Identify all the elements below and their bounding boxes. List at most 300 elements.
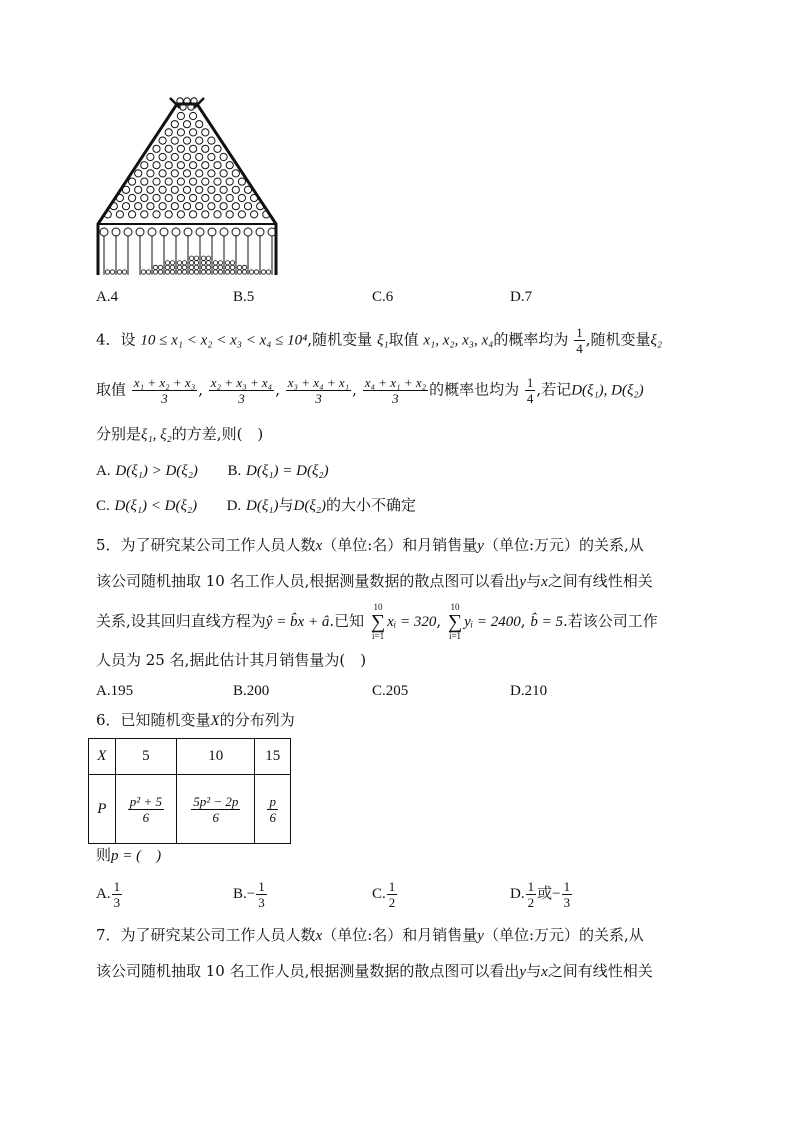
frac-den: 3 — [563, 895, 571, 910]
peg — [232, 170, 239, 177]
option-label: D. — [510, 885, 525, 902]
bin-ball — [177, 270, 181, 274]
peg — [238, 194, 245, 201]
bin-ball — [189, 261, 193, 265]
bin-ball — [194, 261, 198, 265]
q5-line-1 — [96, 535, 644, 556]
bin-ball — [213, 270, 217, 274]
peg — [202, 129, 209, 136]
frac-num: 1 — [527, 879, 535, 894]
peg — [190, 194, 197, 201]
peg — [190, 112, 197, 119]
peg — [183, 170, 190, 177]
frac-den: 2 — [527, 895, 535, 910]
q5-choice-d: D.210 — [510, 683, 548, 699]
peg — [171, 186, 178, 193]
peg — [177, 194, 184, 201]
bin-ball — [177, 261, 181, 265]
bin-ball — [194, 256, 198, 260]
regression-equation: ŷ = b̂x + â — [265, 614, 330, 630]
q7-text: 之间有线性相关 — [547, 962, 653, 980]
header-P: P — [89, 775, 116, 844]
galton-bins — [100, 228, 276, 275]
q5-line-3: 关系,设其回归直线方程为ŷ = b̂x + â.已知 10 ∑ i=1 xᵢ = 320, 10 ∑ i=1 yᵢ = 2400, b̂ = 5.若该公司工作 — [96, 602, 658, 641]
bin-peg — [100, 228, 108, 236]
bin-ball — [182, 270, 186, 274]
bin-ball — [225, 270, 229, 274]
bin-peg — [232, 228, 240, 236]
peg — [251, 211, 258, 218]
peg — [165, 145, 172, 152]
bin-peg — [220, 228, 228, 236]
peg — [196, 121, 203, 128]
bin-ball — [261, 270, 265, 274]
peg — [208, 203, 215, 210]
peg — [147, 153, 154, 160]
peg — [159, 137, 166, 144]
frac-num: x₃ + x₄ + x₁ — [287, 375, 350, 390]
q6-choice-a — [96, 879, 123, 910]
q4-number: 4． — [96, 330, 121, 349]
frac-den: 3 — [113, 895, 121, 910]
value-10: 10 — [177, 739, 255, 775]
peg — [159, 203, 166, 210]
peg — [190, 145, 197, 152]
q5-choice-c: C.205 — [372, 683, 409, 699]
choice-b: B.5 — [233, 289, 255, 305]
peg — [135, 203, 142, 210]
prob-1 — [115, 775, 176, 844]
peg — [171, 121, 178, 128]
peg — [196, 137, 203, 144]
bin-ball — [165, 270, 169, 274]
option-a: D(ξ₁) > D(ξ₂) — [115, 463, 198, 479]
bin-ball — [266, 270, 270, 274]
bin-peg — [172, 228, 180, 236]
peg — [159, 153, 166, 160]
bin-ball — [170, 270, 174, 274]
bin-ball — [189, 265, 193, 269]
frac-den: 2 — [388, 895, 396, 910]
q7-text: 与 — [526, 962, 542, 980]
value-15: 15 — [255, 739, 291, 775]
fraction-3 — [286, 375, 351, 406]
peg — [196, 186, 203, 193]
option-label: B. — [227, 463, 242, 479]
peg — [196, 170, 203, 177]
bin-ball — [105, 270, 109, 274]
q7-text: 7．为了研究某公司工作人员人数 — [96, 926, 316, 944]
bin-ball — [194, 265, 198, 269]
q5-line-2 — [96, 571, 653, 592]
bin-ball — [225, 261, 229, 265]
frac-den: 3 — [315, 391, 322, 406]
frac-den: 6 — [269, 809, 276, 825]
bin-ball — [141, 270, 145, 274]
bin-ball — [170, 265, 174, 269]
peg — [177, 145, 184, 152]
bin-peg — [124, 228, 132, 236]
bin-peg — [112, 228, 120, 236]
peg — [129, 178, 136, 185]
bin-ball — [206, 256, 210, 260]
peg — [208, 137, 215, 144]
sum-lower: i=1 — [372, 631, 385, 641]
fraction-4 — [363, 375, 428, 406]
peg — [226, 194, 233, 201]
option-label: D. — [226, 498, 242, 514]
frac-num: 1 — [526, 375, 534, 390]
peg — [177, 129, 184, 136]
bin-ball — [206, 265, 210, 269]
bin-ball — [254, 270, 258, 274]
frac-den: 3 — [238, 391, 245, 406]
q7-text: （单位:名）和月销售量 — [322, 926, 478, 944]
peg — [196, 153, 203, 160]
peg — [141, 162, 148, 169]
peg — [196, 203, 203, 210]
frac-num: p — [269, 793, 276, 809]
bin-ball — [194, 270, 198, 274]
peg — [220, 203, 227, 210]
peg — [232, 203, 239, 210]
prob-3 — [255, 775, 291, 844]
frac-den: 3 — [258, 895, 265, 910]
bin-ball — [206, 270, 210, 274]
sum-lower: i=1 — [448, 631, 462, 641]
q4-text: ,随机变量 — [585, 330, 651, 349]
peg — [153, 211, 160, 218]
peg — [141, 211, 148, 218]
q4-text: ,若记 — [536, 380, 572, 399]
q5-line-4: 人员为 25 名,据此估计其月销售量为( ) — [96, 651, 367, 669]
option-b: D(ξ₁) = D(ξ₂) — [246, 463, 329, 479]
board-outline — [98, 104, 276, 275]
q5-text: 该公司随机抽取 10 名工作人员,根据测量数据的散点图可以看出 — [96, 572, 520, 590]
peg — [190, 178, 197, 185]
option-label: B.− — [233, 885, 256, 902]
value-5: 5 — [115, 739, 176, 775]
peg — [135, 170, 142, 177]
bin-ball — [230, 270, 234, 274]
frac-num: p² + 5 — [129, 793, 162, 809]
bin-ball — [165, 261, 169, 265]
peg — [214, 162, 221, 169]
q4-line-1 — [96, 325, 662, 356]
bin-ball — [249, 270, 253, 274]
bin-ball — [237, 265, 241, 269]
frac-num: 1 — [563, 879, 571, 894]
bin-peg — [208, 228, 216, 236]
peg — [208, 153, 215, 160]
q4-inequality: 10 ≤ x₁ < x₂ < x₃ < x₄ ≤ 10⁴ — [140, 332, 308, 349]
choice-c: C.6 — [372, 289, 394, 305]
q5-text: 5．为了研究某公司工作人员人数 — [96, 536, 316, 554]
q5-choice-b: B.200 — [233, 683, 270, 699]
peg — [202, 145, 209, 152]
peg — [165, 129, 172, 136]
bin-peg — [136, 228, 144, 236]
bin-ball — [182, 265, 186, 269]
frac-num: 1 — [113, 879, 121, 894]
peg — [129, 211, 136, 218]
q6-text: 6．已知随机变量 — [96, 711, 211, 729]
peg — [183, 186, 190, 193]
q4-options-row-1 — [96, 460, 329, 481]
bin-ball — [177, 265, 181, 269]
bin-ball — [230, 261, 234, 265]
xi1: ξ₁ — [376, 332, 389, 349]
peg — [165, 211, 172, 218]
q4-line-3 — [96, 424, 263, 445]
peg — [153, 178, 160, 185]
var-y: y — [477, 928, 484, 944]
peg — [238, 178, 245, 185]
option-d-text: 与 — [278, 496, 294, 514]
q4-text: 分别是 — [96, 425, 142, 443]
frac-den: 6 — [212, 809, 220, 825]
fraction-1 — [132, 375, 197, 406]
var-x: x — [541, 574, 548, 590]
bin-ball — [158, 265, 162, 269]
q5-text: .已知 — [329, 612, 365, 630]
q6-choice-d — [510, 879, 573, 910]
peg — [159, 186, 166, 193]
peg — [141, 194, 148, 201]
frac-num: x₂ + x₃ + x₄ — [210, 375, 273, 390]
bin-ball — [189, 256, 193, 260]
peg — [220, 170, 227, 177]
peg — [214, 178, 221, 185]
peg — [171, 137, 178, 144]
fraction-quarter — [574, 325, 585, 356]
bin-ball — [201, 256, 205, 260]
bin-ball — [146, 270, 150, 274]
peg — [171, 203, 178, 210]
peg — [147, 170, 154, 177]
peg — [190, 211, 197, 218]
q6-choice-b — [233, 879, 268, 910]
option-d-text: 的大小不确定 — [325, 496, 416, 514]
peg — [202, 178, 209, 185]
q4-text: 的概率均为 — [493, 330, 569, 349]
bin-peg — [148, 228, 156, 236]
var-y: y — [519, 964, 527, 980]
peg — [220, 153, 227, 160]
bin-peg — [196, 228, 204, 236]
peg — [226, 211, 233, 218]
bin-peg — [160, 228, 168, 236]
q7-text: （单位:万元）的关系,从 — [483, 926, 644, 944]
prob-2 — [177, 775, 255, 844]
peg — [165, 194, 172, 201]
q4-text: 的方差,则( ) — [171, 425, 264, 443]
q5-text: （单位:名）和月销售量 — [322, 536, 478, 554]
bin-ball — [189, 270, 193, 274]
peg — [177, 112, 184, 119]
bin-ball — [201, 270, 205, 274]
peg — [202, 194, 209, 201]
q4-text: 取值 — [96, 380, 127, 399]
peg — [159, 170, 166, 177]
peg — [183, 137, 190, 144]
table-row — [89, 775, 291, 844]
bin-ball — [225, 265, 229, 269]
q4-line-2: 取值 $\frac{\text{x₁ + x₂ + x₃}}{3}$ , $\frac{\text{x₂ + x₃ + x₄}}{3}$ , $\frac{\text{x₃ + x₄ + x₁}}{3}$ , $\frac{\text{x₄ + x₁ + x₂}}{3}$ 的概率也均为 $\frac{1}{4}$ ,若记D(ξ₁), D(ξ₂) — [96, 375, 644, 406]
fraction-quarter-2 — [525, 375, 536, 406]
bin-ball — [153, 270, 157, 274]
q7-text: 该公司随机抽取 10 名工作人员,根据测量数据的散点图可以看出 — [96, 962, 520, 980]
bin-ball — [201, 261, 205, 265]
frac-den: 6 — [142, 809, 150, 825]
frac-num: x₁ + x₂ + x₃ — [133, 375, 196, 390]
q7-line-1 — [96, 925, 644, 946]
peg — [165, 162, 172, 169]
peg — [129, 194, 136, 201]
q6-text: 则 — [96, 846, 112, 864]
var-x: x — [315, 928, 323, 944]
peg — [220, 186, 227, 193]
bin-ball — [213, 261, 217, 265]
fraction-2 — [209, 375, 274, 406]
frac-den: 3 — [392, 391, 399, 406]
peg — [238, 211, 245, 218]
option-label: C. — [96, 498, 110, 514]
sum-upper: 10 — [373, 602, 383, 612]
peg — [202, 211, 209, 218]
peg — [177, 162, 184, 169]
peg — [147, 203, 154, 210]
peg — [214, 194, 221, 201]
peg — [183, 121, 190, 128]
bin-peg — [256, 228, 264, 236]
xi-pair: ξ₁, ξ₂ — [141, 427, 172, 443]
peg — [208, 170, 215, 177]
bin-ball — [170, 261, 174, 265]
peg — [183, 153, 190, 160]
var-y: y — [477, 538, 484, 554]
q6-stem — [96, 710, 295, 731]
q6-ask — [96, 845, 161, 866]
peg — [171, 170, 178, 177]
bin-ball — [218, 261, 222, 265]
choice-d: D.7 — [510, 289, 533, 305]
peg — [153, 162, 160, 169]
option-label: A. — [96, 463, 111, 479]
q5-text: 关系,设其回归直线方程为 — [96, 612, 266, 630]
option-label: A. — [96, 885, 111, 902]
peg — [202, 162, 209, 169]
xi2: ξ₂ — [650, 332, 663, 349]
peg — [244, 203, 251, 210]
peg — [214, 145, 221, 152]
sum-x-value: xᵢ = 320 — [387, 614, 437, 630]
frac-num: 5p² − 2p — [193, 793, 239, 809]
peg — [147, 186, 154, 193]
q6-choice-c — [372, 879, 398, 910]
peg — [177, 211, 184, 218]
distribution-table — [88, 738, 291, 844]
galton-board-figure — [92, 92, 282, 278]
choice-a: A.4 — [96, 289, 119, 305]
bin-ball — [165, 265, 169, 269]
table-row — [89, 739, 291, 775]
peg — [165, 178, 172, 185]
option-d-var2: D(ξ₂) — [293, 498, 326, 514]
galton-pegs — [104, 98, 270, 218]
bin-ball — [242, 270, 246, 274]
variances: D(ξ₁), D(ξ₂) — [571, 382, 644, 399]
option-c: D(ξ₁) < D(ξ₂) — [114, 498, 198, 514]
q6-text: 的分布列为 — [219, 711, 295, 729]
peg — [190, 129, 197, 136]
peg — [183, 203, 190, 210]
frac-num: 1 — [258, 879, 265, 894]
q5-text: （单位:万元）的关系,从 — [483, 536, 644, 554]
peg — [190, 162, 197, 169]
bin-ball — [158, 270, 162, 274]
peg — [116, 211, 123, 218]
x-values: x₁, x₂, x₃, x₄ — [423, 332, 494, 349]
peg — [226, 162, 233, 169]
sum-symbol-y: 10 ∑ i=1 — [447, 602, 463, 641]
q4-text: ,随机变量 — [307, 330, 373, 349]
bin-ball — [122, 270, 126, 274]
peg — [153, 194, 160, 201]
peg — [122, 203, 129, 210]
bin-ball — [230, 265, 234, 269]
peg — [135, 186, 142, 193]
sum-upper: 10 — [450, 602, 460, 612]
q5-text: .若该公司工作 — [562, 612, 658, 630]
q4-text: 取值 — [388, 330, 419, 349]
q7-line-2 — [96, 961, 653, 982]
sum-symbol-x: 10 ∑ i=1 — [370, 602, 386, 641]
peg — [208, 186, 215, 193]
frac-num: x₄ + x₁ + x₂ — [364, 375, 427, 390]
bin-peg — [184, 228, 192, 236]
p-equals: p = ( ) — [111, 848, 162, 864]
bin-ball — [117, 270, 121, 274]
q5-text: 之间有线性相关 — [547, 572, 653, 590]
bin-ball — [218, 265, 222, 269]
bin-ball — [153, 265, 157, 269]
var-x: x — [315, 538, 323, 554]
peg — [141, 178, 148, 185]
bin-ball — [110, 270, 114, 274]
frac-den: 4 — [526, 391, 534, 406]
bin-ball — [206, 261, 210, 265]
bin-ball — [218, 270, 222, 274]
b-hat-value: b̂ = 5 — [530, 614, 563, 630]
var-x: x — [541, 964, 548, 980]
q4-options-row-2 — [96, 495, 416, 516]
sum-y-value: yᵢ = 2400 — [464, 614, 521, 630]
frac-num: 1 — [576, 325, 583, 340]
bin-peg — [244, 228, 252, 236]
peg — [153, 145, 160, 152]
peg — [226, 178, 233, 185]
option-d-or: 或− — [537, 885, 561, 902]
frac-den: 4 — [576, 341, 583, 356]
bin-ball — [182, 261, 186, 265]
peg — [171, 153, 178, 160]
peg — [177, 178, 184, 185]
bin-ball — [242, 265, 246, 269]
q5-text: 与 — [526, 572, 542, 590]
peg — [232, 186, 239, 193]
frac-den: 3 — [161, 391, 168, 406]
